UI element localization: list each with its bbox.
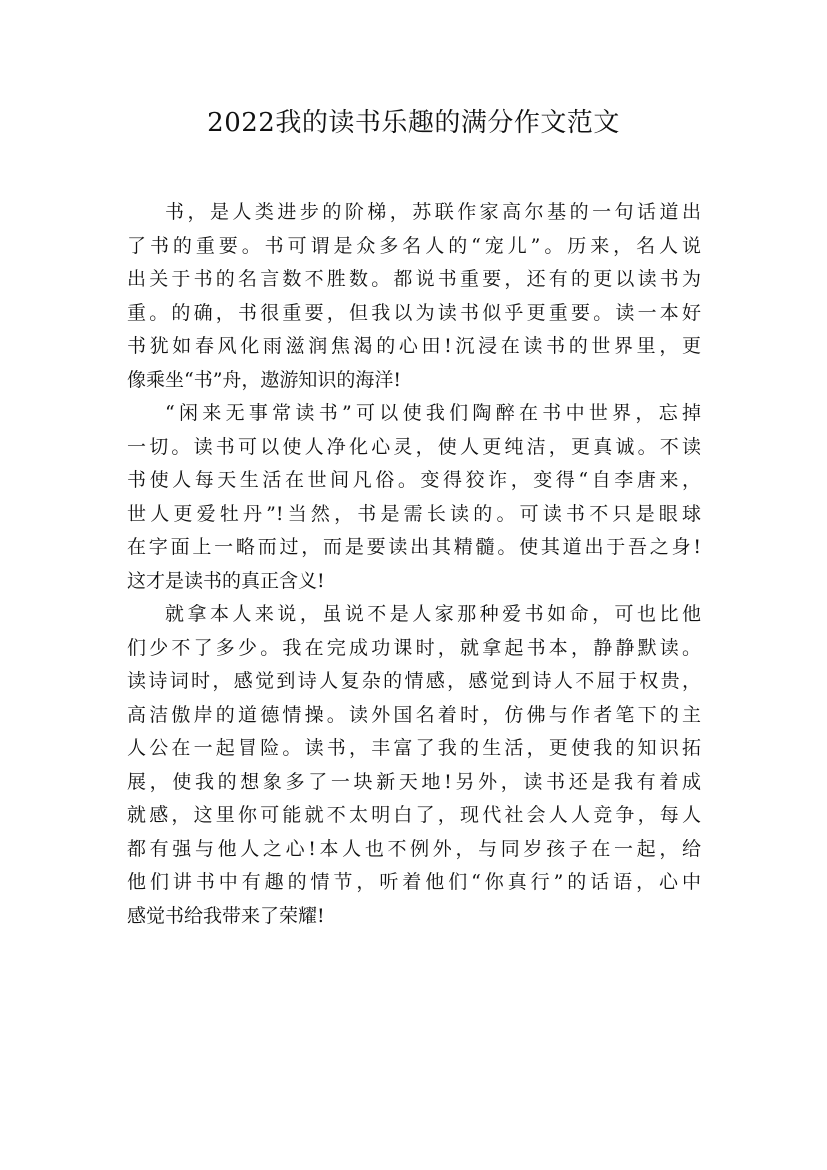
paragraph-line: 出关于书的名言数不胜数。都说书重要，还有的更以读书为 — [127, 268, 701, 290]
paragraph-line: 就拿本人来说，虽说不是人家那种爱书如命，可也比他 — [165, 603, 701, 625]
document-body — [127, 196, 701, 933]
paragraph-line: 他们讲书中有趣的情节，听着他们“你真行”的话语，心中 — [127, 871, 701, 893]
paragraph-line: “闲来无事常读书”可以使我们陶醉在书中世界，忘掉 — [165, 402, 701, 424]
paragraph — [127, 598, 701, 933]
paragraph-line: 这才是读书的真正含义! — [127, 569, 325, 592]
paragraph-line: 了书的重要。书可谓是众多名人的“宠儿”。历来，名人说 — [127, 234, 701, 257]
paragraph-line: 世人更爱牡丹”!当然，书是需长读的。可读书不只是眼球 — [127, 502, 701, 525]
paragraph-line: 就感，这里你可能就不太明白了，现代社会人人竞争，每人 — [127, 804, 701, 826]
paragraph-line: 感觉书给我带来了荣耀! — [127, 904, 325, 927]
paragraph-line: 展，使我的想象多了一块新天地!另外，读书还是我有着成 — [127, 770, 701, 793]
paragraph — [127, 397, 701, 598]
paragraph-line: 读诗词时，感觉到诗人复杂的情感，感觉到诗人不屈于权贵， — [127, 670, 701, 692]
paragraph-line: 们少不了多少。我在完成功课时，就拿起书本，静静默读。 — [127, 636, 701, 659]
paragraph-line: 像乘坐“书”舟，遨游知识的海洋! — [127, 368, 402, 391]
paragraph-line: 书，是人类进步的阶梯，苏联作家高尔基的一句话道出 — [165, 201, 701, 223]
paragraph-line: 书使人每天生活在世间凡俗。变得狡诈，变得“自李唐来， — [127, 469, 701, 491]
paragraph — [127, 196, 701, 397]
paragraph-line: 一切。读书可以使人净化心灵，使人更纯洁，更真诚。不读 — [127, 435, 701, 458]
paragraph-line: 在字面上一略而过，而是要读出其精髓。使其道出于吾之身! — [127, 536, 701, 558]
paragraph-line: 重。的确，书很重要，但我以为读书似乎更重要。读一本好 — [127, 301, 701, 324]
document-title: 2022我的读书乐趣的满分作文范文 — [207, 108, 620, 138]
paragraph-line: 人公在一起冒险。读书，丰富了我的生活，更使我的知识拓 — [127, 737, 701, 759]
paragraph-line: 书犹如春风化雨滋润焦渴的心田!沉浸在读书的世界里，更 — [127, 335, 701, 357]
paragraph-line: 都有强与他人之心!本人也不例外，与同岁孩子在一起，给 — [127, 837, 701, 860]
paragraph-line: 高洁傲岸的道德情操。读外国名着时，仿佛与作者笔下的主 — [127, 703, 701, 726]
